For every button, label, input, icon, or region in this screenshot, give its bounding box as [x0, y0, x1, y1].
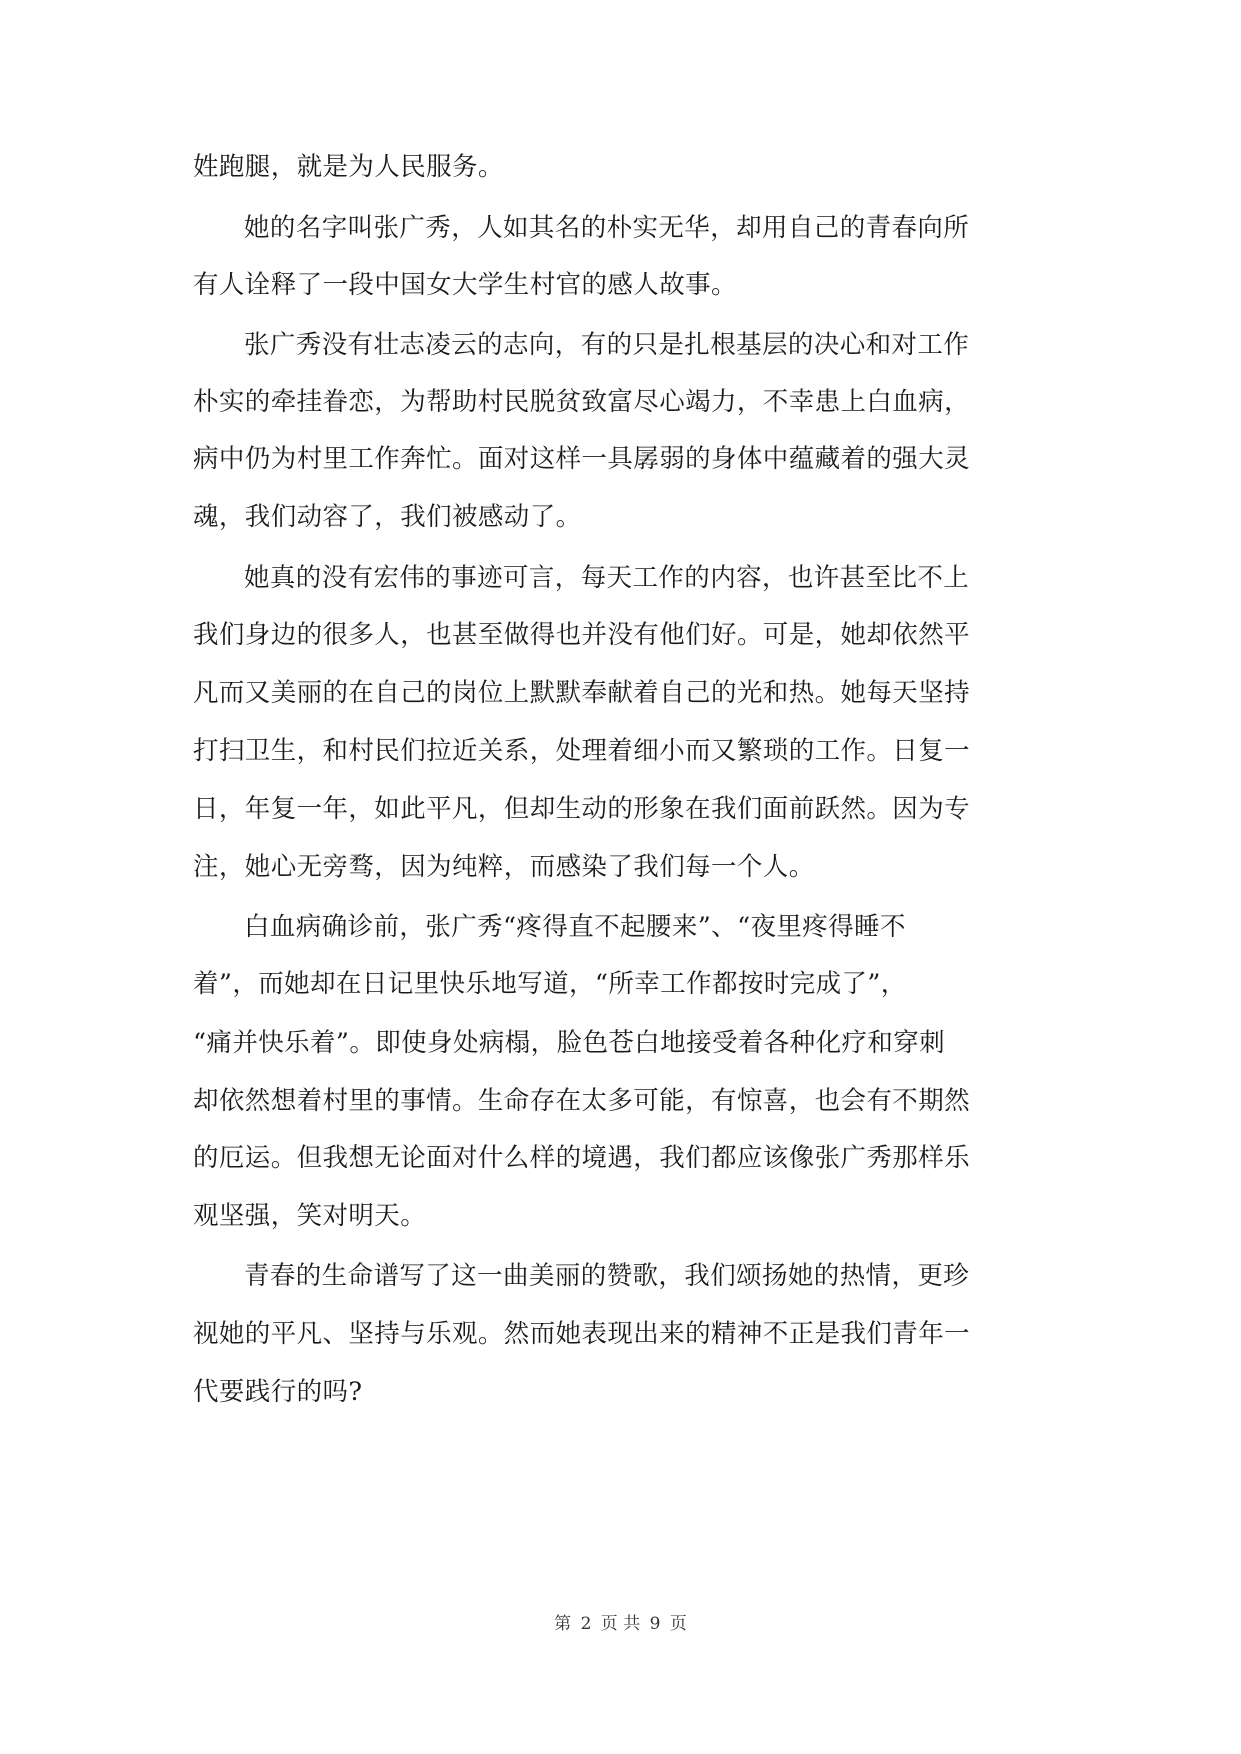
footer-prefix: 第	[554, 1614, 572, 1634]
total-page-count: 9	[649, 1614, 661, 1634]
text-line: 视她的平凡、坚持与乐观。然而她表现出来的精神不正是我们青年一	[193, 1319, 971, 1349]
text-line: 病中仍为村里工作奔忙。面对这样一具孱弱的身体中蕴藏着的强大灵	[193, 444, 971, 474]
text-line: 着”，而她却在日记里快乐地写道，“所幸工作都按时完成了”，	[193, 969, 907, 999]
text-line: 张广秀没有壮志凌云的志向，有的只是扎根基层的决心和对工作	[244, 330, 970, 360]
footer-suffix: 页	[669, 1614, 687, 1634]
text-line: 观坚强，笑对明天。	[193, 1201, 427, 1231]
text-line: “痛并快乐着”。即使身处病榻，脸色苍白地接受着各种化疗和穿刺	[193, 1028, 946, 1058]
text-line: 的厄运。但我想无论面对什么样的境遇，我们都应该像张广秀那样乐	[193, 1143, 971, 1173]
text-line: 她的名字叫张广秀，人如其名的朴实无华，却用自己的青春向所	[244, 213, 970, 243]
text-line: 日，年复一年，如此平凡，但却生动的形象在我们面前跃然。因为专	[193, 794, 971, 824]
text-line: 姓跑腿，就是为人民服务。	[193, 152, 504, 182]
text-line: 魂，我们动容了，我们被感动了。	[193, 502, 582, 532]
text-line: 注，她心无旁骛，因为纯粹，而感染了我们每一个人。	[193, 852, 815, 882]
current-page-number: 2	[580, 1614, 592, 1634]
text-line: 青春的生命谱写了这一曲美丽的赞歌，我们颂扬她的热情，更珍	[244, 1261, 970, 1291]
text-line: 朴实的牵挂眷恋，为帮助村民脱贫致富尽心竭力，不幸患上白血病，	[193, 387, 971, 417]
footer-middle: 页 共	[600, 1614, 641, 1634]
text-line: 她真的没有宏伟的事迹可言，每天工作的内容，也许甚至比不上	[244, 563, 970, 593]
page-footer	[0, 1612, 1241, 1636]
text-line: 打扫卫生，和村民们拉近关系，处理着细小而又繁琐的工作。日复一	[193, 736, 971, 766]
text-line: 有人诠释了一段中国女大学生村官的感人故事。	[193, 270, 737, 300]
text-line: 却依然想着村里的事情。生命存在太多可能，有惊喜，也会有不期然	[193, 1086, 971, 1116]
text-line: 白血病确诊前，张广秀“疼得直不起腰来”、“夜里疼得睡不	[244, 912, 906, 942]
text-line: 代要践行的吗?	[193, 1377, 363, 1407]
text-line: 凡而又美丽的在自己的岗位上默默奉献着自己的光和热。她每天坚持	[193, 678, 971, 708]
text-line: 我们身边的很多人，也甚至做得也并没有他们好。可是，她却依然平	[193, 620, 971, 650]
